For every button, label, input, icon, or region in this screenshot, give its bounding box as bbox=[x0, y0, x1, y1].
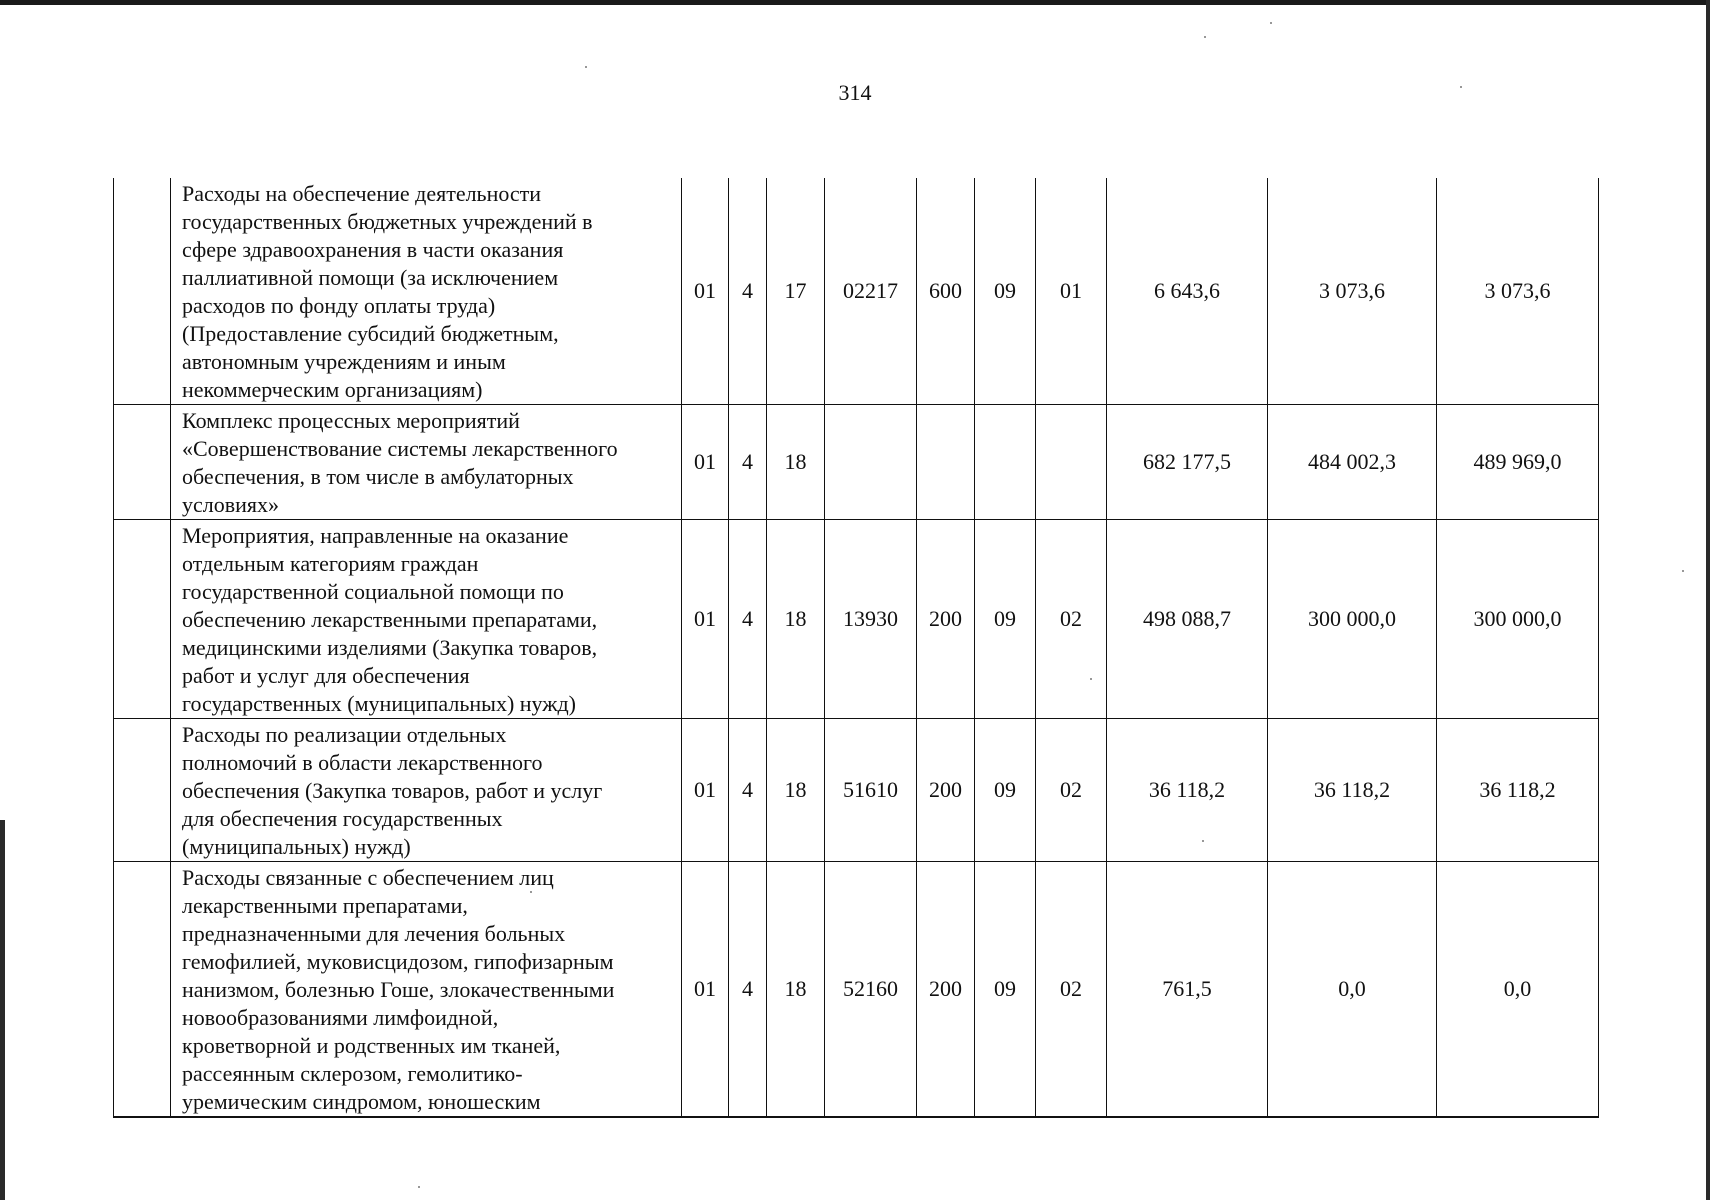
expense-name-cell bbox=[171, 178, 682, 405]
amount-year2-cell: 484 002,3 bbox=[1268, 405, 1437, 520]
expense-name-line: гемофилией, муковисцидозом, гипофизарным bbox=[182, 949, 614, 974]
activity-code-cell: 18 bbox=[767, 862, 825, 1118]
subsection-cell: 02 bbox=[1036, 520, 1107, 719]
expense-name-line: обеспечению лекарственными препаратами, bbox=[182, 607, 598, 632]
expense-name-line: некоммерческим организациям) bbox=[182, 377, 483, 402]
expense-name-line: медицинскими изделиями (Закупка товаров, bbox=[182, 635, 598, 660]
expense-code-cell bbox=[825, 405, 917, 520]
expense-code-cell: 52160 bbox=[825, 862, 917, 1118]
expense-name-line: лекарственными препаратами, bbox=[182, 893, 468, 918]
expense-name-line: «Совершенствование системы лекарственного bbox=[182, 436, 618, 461]
row-number-cell bbox=[114, 405, 171, 520]
subsection-cell: 01 bbox=[1036, 178, 1107, 405]
expense-name-line: Комплекс процессных мероприятий bbox=[182, 408, 520, 433]
expense-name-cell bbox=[171, 405, 682, 520]
scan-edge-left bbox=[0, 820, 5, 1200]
amount-year2-cell: 300 000,0 bbox=[1268, 520, 1437, 719]
amount-year1-cell: 498 088,7 bbox=[1107, 520, 1268, 719]
expense-code-cell: 51610 bbox=[825, 719, 917, 862]
program-code-cell: 01 bbox=[682, 520, 729, 719]
amount-year3-cell: 300 000,0 bbox=[1437, 520, 1599, 719]
amount-year1-cell: 6 643,6 bbox=[1107, 178, 1268, 405]
expense-type-cell bbox=[917, 405, 975, 520]
amount-year3-cell: 36 118,2 bbox=[1437, 719, 1599, 862]
expense-name-line: автономным учреждениям и иным bbox=[182, 349, 506, 374]
expense-name-line: полномочий в области лекарственного bbox=[182, 750, 543, 775]
expense-name-line: государственных (муниципальных) нужд) bbox=[182, 691, 576, 716]
expense-name-line: отдельным категориям граждан bbox=[182, 551, 479, 576]
section-cell: 09 bbox=[975, 178, 1036, 405]
expense-type-cell: 200 bbox=[917, 520, 975, 719]
activity-code-cell: 17 bbox=[767, 178, 825, 405]
expense-name-line: Расходы связанные с обеспечением лиц bbox=[182, 865, 554, 890]
expense-code-cell: 02217 bbox=[825, 178, 917, 405]
table-row bbox=[114, 178, 1599, 405]
expense-name-line: рассеянным склерозом, гемолитико- bbox=[182, 1061, 523, 1086]
table-row bbox=[114, 405, 1599, 520]
amount-year2-cell: 36 118,2 bbox=[1268, 719, 1437, 862]
row-number-cell bbox=[114, 178, 171, 405]
subprogram-code-cell: 4 bbox=[729, 862, 767, 1118]
table-row bbox=[114, 719, 1599, 862]
activity-code-cell: 18 bbox=[767, 520, 825, 719]
expense-name-line: уремическим синдромом, юношеским bbox=[182, 1089, 541, 1114]
expense-name-line: сфере здравоохранения в части оказания bbox=[182, 237, 564, 262]
expense-code-cell: 13930 bbox=[825, 520, 917, 719]
section-cell: 09 bbox=[975, 719, 1036, 862]
amount-year1-cell: 682 177,5 bbox=[1107, 405, 1268, 520]
amount-year3-cell: 0,0 bbox=[1437, 862, 1599, 1118]
scan-edge-top bbox=[0, 0, 1710, 5]
amount-year3-cell: 3 073,6 bbox=[1437, 178, 1599, 405]
row-number-cell bbox=[114, 520, 171, 719]
program-code-cell: 01 bbox=[682, 862, 729, 1118]
amount-year1-cell: 761,5 bbox=[1107, 862, 1268, 1118]
program-code-cell: 01 bbox=[682, 178, 729, 405]
expense-name-line: работ и услуг для обеспечения bbox=[182, 663, 470, 688]
section-cell: 09 bbox=[975, 520, 1036, 719]
expense-name-line: нанизмом, болезнью Гоше, злокачественными bbox=[182, 977, 615, 1002]
activity-code-cell: 18 bbox=[767, 719, 825, 862]
subsection-cell: 02 bbox=[1036, 719, 1107, 862]
expense-type-cell: 200 bbox=[917, 719, 975, 862]
row-number-cell bbox=[114, 719, 171, 862]
expense-name-cell bbox=[171, 520, 682, 719]
expense-name-line: предназначенными для лечения больных bbox=[182, 921, 566, 946]
scan-speck bbox=[1270, 22, 1272, 24]
expense-name-line: кроветворной и родственных им тканей, bbox=[182, 1033, 561, 1058]
subprogram-code-cell: 4 bbox=[729, 405, 767, 520]
amount-year1-cell: 36 118,2 bbox=[1107, 719, 1268, 862]
program-code-cell: 01 bbox=[682, 719, 729, 862]
activity-code-cell: 18 bbox=[767, 405, 825, 520]
expense-name-line: условиях» bbox=[182, 492, 280, 517]
expense-name-line: (муниципальных) нужд) bbox=[182, 834, 411, 859]
expense-name-line: Расходы по реализации отдельных bbox=[182, 722, 507, 747]
row-number-cell bbox=[114, 862, 171, 1118]
amount-year3-cell: 489 969,0 bbox=[1437, 405, 1599, 520]
amount-year2-cell: 3 073,6 bbox=[1268, 178, 1437, 405]
expense-name-cell bbox=[171, 862, 682, 1118]
expense-name-line: государственной социальной помощи по bbox=[182, 579, 564, 604]
subsection-cell bbox=[1036, 405, 1107, 520]
expense-type-cell: 200 bbox=[917, 862, 975, 1118]
scan-speck bbox=[1682, 570, 1684, 572]
expense-name-line: для обеспечения государственных bbox=[182, 806, 503, 831]
subprogram-code-cell: 4 bbox=[729, 719, 767, 862]
expense-name-cell bbox=[171, 719, 682, 862]
table-row bbox=[114, 862, 1599, 1118]
scan-speck bbox=[585, 66, 587, 68]
expense-name-line: государственных бюджетных учреждений в bbox=[182, 209, 593, 234]
expense-name-line: обеспечения, в том числе в амбулаторных bbox=[182, 464, 574, 489]
expense-type-cell: 600 bbox=[917, 178, 975, 405]
scan-edge-right bbox=[1706, 0, 1710, 1200]
expense-name-line: расходов по фонду оплаты труда) bbox=[182, 293, 496, 318]
scan-speck bbox=[1204, 36, 1206, 38]
table-row bbox=[114, 520, 1599, 719]
scan-speck bbox=[418, 1186, 420, 1188]
expense-name-line: обеспечения (Закупка товаров, работ и услуг bbox=[182, 778, 603, 803]
expense-name-line: паллиативной помощи (за исключением bbox=[182, 265, 559, 290]
expense-name-line: новообразованиями лимфоидной, bbox=[182, 1005, 499, 1030]
section-cell bbox=[975, 405, 1036, 520]
expense-name-line: Расходы на обеспечение деятельности bbox=[182, 181, 542, 206]
subsection-cell: 02 bbox=[1036, 862, 1107, 1118]
program-code-cell: 01 bbox=[682, 405, 729, 520]
subprogram-code-cell: 4 bbox=[729, 178, 767, 405]
page-number: 314 bbox=[838, 80, 872, 105]
expense-name-line: Мероприятия, направленные на оказание bbox=[182, 523, 569, 548]
amount-year2-cell: 0,0 bbox=[1268, 862, 1437, 1118]
subprogram-code-cell: 4 bbox=[729, 520, 767, 719]
section-cell: 09 bbox=[975, 862, 1036, 1118]
budget-table bbox=[113, 178, 1599, 1118]
expense-name-line: (Предоставление субсидий бюджетным, bbox=[182, 321, 559, 346]
